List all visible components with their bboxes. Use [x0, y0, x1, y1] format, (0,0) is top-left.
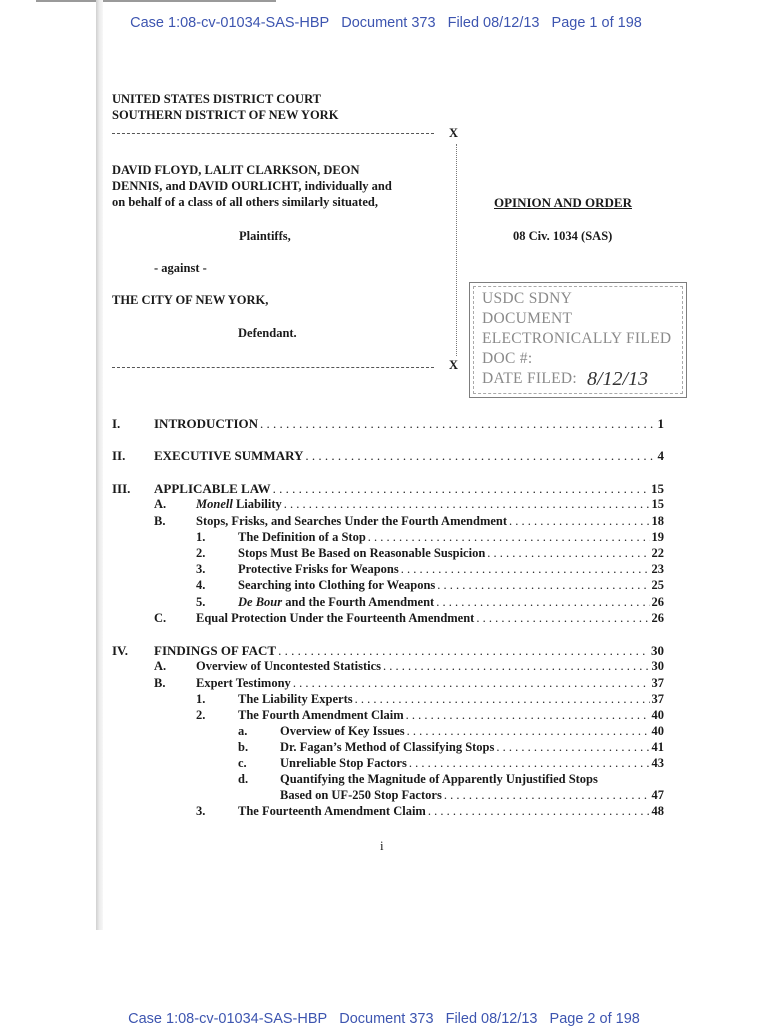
toc-leader-dots: [355, 692, 650, 707]
toc-page-number: 26: [651, 595, 664, 609]
toc-entry-number: C.: [154, 611, 167, 625]
toc-page-number: 1: [657, 416, 664, 431]
toc-entry-text: FINDINGS OF FACT: [154, 643, 277, 658]
toc-entry-number: 3.: [196, 562, 206, 576]
toc-entry-text: Stops Must Be Based on Reasonable Suspicion: [238, 546, 486, 560]
toc-leader-dots: [278, 643, 649, 659]
toc-entry-italic: Monell: [196, 497, 233, 511]
toc-page-number: 18: [651, 514, 664, 528]
toc-leader-dots: [368, 530, 650, 545]
toc-entry-text: INTRODUCTION: [154, 416, 259, 431]
toc-leader-dots: [476, 611, 649, 626]
toc-page-number: 37: [651, 676, 664, 690]
toc-entry-text: Unreliable Stop Factors: [280, 756, 407, 770]
toc-entry-italic: De Bour: [238, 595, 283, 609]
caption-x-top: X: [449, 126, 459, 140]
scan-left-edge: [96, 0, 103, 930]
toc-entry-label: [196, 659, 381, 674]
toc-leader-dots: [406, 708, 650, 723]
toc-entry: [280, 740, 664, 755]
toc-page-number: 40: [651, 724, 664, 738]
toc-leader-dots: [284, 497, 650, 512]
plaintiffs-line2: DENNIS, and DAVID OURLICHT, individually and: [112, 179, 392, 193]
toc-leader-dots: [260, 416, 655, 432]
toc-leader-dots: [437, 578, 649, 593]
toc-leader-dots: [305, 448, 655, 464]
court-name-line2: SOUTHERN DISTRICT OF NEW YORK: [112, 108, 339, 122]
toc-page-number: 15: [651, 481, 664, 496]
toc-entry-label: [154, 416, 258, 432]
toc-leader-dots: [273, 481, 649, 497]
next-header-document: Document 373: [339, 1011, 434, 1027]
toc-entry-number: 2.: [196, 546, 206, 560]
toc-entry: [280, 756, 664, 771]
toc-entry-number: B.: [154, 676, 166, 690]
toc-entry: [238, 530, 664, 545]
defendant-label: Defendant.: [238, 326, 297, 340]
toc-entry-text: Stops, Frisks, and Searches Under the Fourth Amendment: [196, 514, 508, 528]
toc-entry-text: The Definition of a Stop: [238, 530, 366, 544]
toc-leader-dots: [383, 659, 649, 674]
caption-x-bottom: X: [449, 358, 459, 372]
toc-entry-number: B.: [154, 514, 166, 528]
toc-entry-label: [280, 756, 407, 771]
toc-entry-text: and the Fourth Amendment: [282, 595, 435, 609]
toc-entry-label: [280, 740, 494, 755]
toc-entry-number: c.: [238, 756, 247, 770]
stamp-line3: ELECTRONICALLY FILED: [482, 330, 672, 347]
caption-vertical-divider: [456, 144, 457, 356]
toc-page-number: 4: [657, 448, 664, 463]
toc-entry-number: I.: [112, 416, 121, 431]
docket-number: 08 Civ. 1034 (SAS): [513, 229, 613, 243]
toc-entry-number: 3.: [196, 804, 206, 818]
toc-entry-text: The Fourth Amendment Claim: [238, 708, 404, 722]
toc-entry: [238, 708, 664, 723]
toc-leader-dots: [436, 595, 649, 610]
defendant-name: THE CITY OF NEW YORK,: [112, 293, 269, 307]
toc-entry: [154, 448, 664, 464]
toc-entry-label: [238, 530, 366, 545]
toc-page-number: 43: [651, 756, 664, 770]
toc-page-number: 30: [651, 659, 664, 673]
toc-page-number: 22: [651, 546, 664, 560]
toc-entry: [196, 611, 664, 626]
toc-entry-text: The Fourteenth Amendment Claim: [238, 804, 426, 818]
toc-entry: [238, 562, 664, 577]
toc-entry-text: Overview of Uncontested Statistics: [196, 659, 382, 673]
toc-entry-number: III.: [112, 481, 131, 496]
toc-entry-label: [196, 676, 291, 691]
toc-entry-label: [196, 514, 507, 529]
toc-leader-dots: [293, 676, 650, 691]
toc-entry-number: 5.: [196, 595, 206, 609]
toc-entry: [196, 514, 664, 529]
toc-entry-label: [238, 595, 434, 610]
toc-entry-label: [238, 562, 399, 577]
toc-entry-text: Protective Frisks for Weapons: [238, 562, 399, 576]
plaintiffs-line1: DAVID FLOYD, LALIT CLARKSON, DEON: [112, 163, 360, 177]
header-filed: Filed 08/12/13: [447, 15, 540, 31]
header-case: Case 1:08-cv-01034-SAS-HBP: [130, 15, 330, 31]
next-header-page: Page 2 of 198: [549, 1011, 640, 1027]
toc-entry-label: [238, 804, 426, 819]
toc-entry-text: APPLICABLE LAW: [154, 481, 271, 496]
toc-entry: [280, 724, 664, 739]
toc-page-number: 40: [651, 708, 664, 722]
toc-entry-text: Liability: [232, 497, 282, 511]
toc-entry: [196, 676, 664, 691]
toc-leader-dots: [509, 514, 649, 529]
stamp-date: 8/12/13: [587, 368, 649, 390]
toc-entry-number: 1.: [196, 692, 206, 706]
toc-entry-label: [196, 497, 282, 512]
toc-entry-text: Searching into Clothing for Weapons: [238, 578, 436, 592]
caption-divider-bottom: [112, 367, 434, 368]
toc-entry-text: Equal Protection Under the Fourteenth Amendment: [196, 611, 475, 625]
toc-entry-text: Dr. Fagan’s Method of Classifying Stops: [280, 740, 495, 754]
usdc-filing-stamp: [469, 282, 687, 398]
toc-entry-label: [280, 788, 442, 803]
scan-top-line: [36, 0, 276, 2]
against-label: - against -: [154, 261, 207, 275]
toc-entry: [280, 788, 664, 803]
ecf-header-next-page: [0, 1011, 768, 1027]
toc-entry-number: d.: [238, 772, 249, 786]
toc-entry: [238, 595, 664, 610]
toc-entry-label: [196, 611, 474, 626]
toc-entry-label: [238, 578, 435, 593]
toc-entry-text: The Liability Experts: [238, 692, 353, 706]
toc-entry: [238, 692, 664, 707]
toc-entry: [154, 481, 664, 497]
court-name-line1: UNITED STATES DISTRICT COURT: [112, 92, 321, 106]
toc-entry-number: b.: [238, 740, 249, 754]
toc-leader-dots: [409, 756, 650, 771]
toc-page-number: 23: [651, 562, 664, 576]
toc-page-number: 37: [651, 692, 664, 706]
toc-leader-dots: [444, 788, 650, 803]
toc-entry: [154, 416, 664, 432]
toc-entry-number: A.: [154, 497, 167, 511]
toc-page-number: 19: [651, 530, 664, 544]
stamp-line5: DATE FILED:: [482, 370, 577, 387]
stamp-line1: USDC SDNY: [482, 290, 573, 307]
page-number: i: [380, 838, 384, 853]
toc-entry-label: [154, 448, 303, 464]
toc-entry-label: [154, 643, 276, 659]
ecf-header: [2, 15, 768, 31]
toc-entry-text: EXECUTIVE SUMMARY: [154, 448, 304, 463]
toc-entry-label: [154, 481, 271, 497]
toc-page-number: 41: [651, 740, 664, 754]
toc-entry-number: 1.: [196, 530, 206, 544]
toc-entry: [196, 497, 664, 512]
plaintiffs-line3: on behalf of a class of all others similarly situated,: [112, 195, 378, 209]
toc-entry-number: A.: [154, 659, 167, 673]
toc-entry-text: Overview of Key Issues: [280, 724, 405, 738]
toc-entry-label: [280, 724, 405, 739]
toc-entry-text: Based on UF-250 Stop Factors: [280, 788, 442, 802]
stamp-line2: DOCUMENT: [482, 310, 573, 327]
caption-divider-top: [112, 133, 434, 134]
toc-page-number: 48: [651, 804, 664, 818]
opinion-title: OPINION AND ORDER: [494, 195, 632, 210]
toc-entry: [238, 578, 664, 593]
toc-entry-label: [238, 692, 353, 707]
next-header-filed: Filed 08/12/13: [445, 1011, 538, 1027]
toc-entry-label: [238, 546, 485, 561]
toc-page-number: 30: [651, 643, 664, 658]
toc-leader-dots: [401, 562, 650, 577]
toc-entry-label: [238, 708, 404, 723]
toc-entry-number: II.: [112, 448, 126, 463]
toc-page-number: 15: [651, 497, 664, 511]
toc-entry: [154, 643, 664, 659]
header-page: Page 1 of 198: [551, 15, 642, 31]
toc-entry-label: [280, 772, 598, 787]
toc-leader-dots: [407, 724, 650, 739]
header-document: Document 373: [341, 15, 436, 31]
toc-entry: [280, 772, 664, 787]
toc-leader-dots: [428, 804, 650, 819]
toc-entry-text: Expert Testimony: [196, 676, 291, 690]
stamp-line4: DOC #:: [482, 350, 533, 367]
toc-leader-dots: [496, 740, 649, 755]
toc-entry-number: IV.: [112, 643, 129, 658]
toc-leader-dots: [487, 546, 649, 561]
toc-entry-number: a.: [238, 724, 248, 738]
toc-page-number: 47: [651, 788, 664, 802]
toc-entry: [196, 659, 664, 674]
toc-entry-number: 2.: [196, 708, 206, 722]
toc-page-number: 25: [651, 578, 664, 592]
next-header-case: Case 1:08-cv-01034-SAS-HBP: [128, 1011, 328, 1027]
toc-entry-text: Quantifying the Magnitude of Apparently Unjustified Stops: [280, 772, 598, 786]
toc-page-number: 26: [651, 611, 664, 625]
toc-entry-number: 4.: [196, 578, 206, 592]
plaintiffs-label: Plaintiffs,: [239, 229, 291, 243]
toc-entry: [238, 546, 664, 561]
toc-entry: [238, 804, 664, 819]
